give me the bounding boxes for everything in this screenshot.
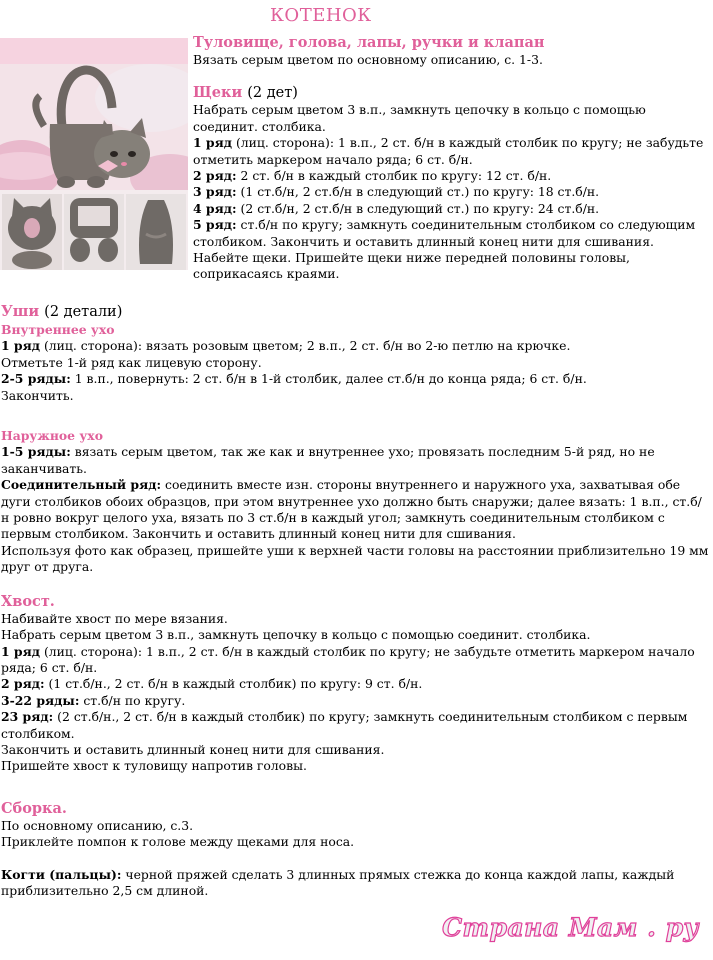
ears-heading (1, 302, 709, 322)
outer-ear-row-text: Используя фото как образец, пришейте уши к верхней части головы на расстоянии приблизительно 19 мм друг от друга. (1, 542, 709, 575)
cheeks-row-text: (1 ст.б/н, 2 ст.б/н в следующий ст.) по кругу: 18 ст.б/н. (236, 184, 600, 200)
ears-count: (2 детали) (44, 304, 123, 320)
tail-row (1, 676, 709, 692)
kitten-body-thumbnail (126, 194, 186, 270)
inner-ear-row-text: Отметьте 1-й ряд как лицевую сторону. (1, 354, 262, 370)
cheeks-row-label: 2 ряд: (193, 168, 237, 184)
outer-ear-rows (1, 444, 709, 575)
inner-ear-row (1, 388, 709, 404)
tail-row-text: (2 ст.б/н., 2 ст. б/н в каждый столбик) по кругу; замкнуть соединительным столбиком с первым столбиком. (1, 709, 688, 741)
kitten-bag-main-photo (0, 38, 188, 190)
cheeks-outro: Набейте щеки. Пришейте щеки ниже передней половины головы, соприкасаясь краями. (193, 250, 630, 282)
kitten-face-thumbnail (2, 194, 62, 270)
kitten-photo (0, 38, 188, 270)
kitten-paws-thumbnail (64, 194, 124, 270)
cheeks-row (193, 201, 708, 217)
assembly-row-text: По основному описанию, с.3. (1, 817, 194, 833)
tail-row-text: ст.б/н по кругу. (79, 692, 186, 708)
outer-ear-row (1, 444, 709, 477)
cheeks-row-label: 1 ряд (193, 135, 233, 151)
tail-row (1, 611, 709, 627)
cheeks-row-text: (2 ст.б/н, 2 ст.б/н в следующий ст.) по кругу: 24 ст.б/н. (236, 200, 600, 216)
site-watermark: Страна Мам . ру (442, 913, 699, 942)
inner-ear-row-label: 1 ряд (1, 338, 41, 354)
tail-row-label: 3-22 ряды: (1, 692, 80, 708)
assembly-row (1, 834, 709, 850)
inner-ear-row-text: Закончить. (1, 387, 74, 403)
tail-heading: Хвост. (1, 592, 55, 610)
tail-row (1, 742, 709, 758)
cheeks-row (193, 184, 708, 200)
cheeks-count: (2 дет) (247, 85, 298, 102)
tail-row-text: (лиц. сторона): 1 в.п., 2 ст. б/н в каждый столбик по кругу; не забудьте отметить маркером начало ряда; 6 ст. б/н. (1, 643, 695, 675)
tail-row-label: 23 ряд: (1, 709, 54, 725)
tail-row-label: 2 ряд: (1, 676, 45, 692)
tail-row-label: 1 ряд (1, 643, 41, 659)
outer-ear-row-text: вязать серым цветом, так же как и внутреннее ухо; провязать последним 5-й ряд, но не заканчивать. (1, 444, 655, 476)
cheeks-row-text: (лиц. сторона): 1 в.п., 2 ст. б/н в каждый столбик по кругу; не забудьте отметить маркером начало ряда; 6 ст. б/н. (193, 135, 704, 167)
torso-text: Вязать серым цветом по основному описанию, с. 1-3. (193, 52, 543, 67)
cheeks-intro: Набрать серым цветом 3 в.п., замкнуть цепочку в кольцо с помощью соединит. столбика. (193, 102, 646, 134)
outer-ear-row-label: Соединительный ряд: (1, 477, 162, 493)
cheeks-row-text: ст.б/н по кругу; замкнуть соединительным столбиком со следующим столбиком. Закончить и оставить длинный конец нити для сшивания. (193, 217, 696, 249)
main-instructions (1, 302, 709, 899)
assembly-row (1, 818, 709, 834)
tail-row (1, 644, 709, 677)
cheeks-row-label: 3 ряд: (193, 184, 237, 200)
claws-paragraph (1, 867, 709, 900)
tail-row-text: Пришейте хвост к туловищу напротив головы. (1, 758, 307, 774)
inner-ear-rows (1, 338, 709, 404)
inner-ear-row-label: 2-5 ряды: (1, 371, 71, 387)
outer-ear-row-label: 1-5 ряды: (1, 444, 71, 460)
cheeks-row (193, 217, 708, 250)
tail-rows (1, 611, 709, 775)
outer-ear-row-text: соединить вместе изн. стороны внутреннего и наружного уха, захватывая обе дуги столбиков обоих образцов, при этом внутреннее ухо должно быть снаружи; далее вязать: 1 в.п., ст.б/н ровно вокруг целого уха, вязать по 3 ст.б/н в каждый угол; замкнуть соединительным столбиком с первым столбиком. Закончить и оставить длинный конец нити для сшивания. (1, 477, 702, 542)
assembly-rows (1, 818, 709, 851)
inner-ear-heading: Внутреннее ухо (1, 322, 115, 337)
cheeks-heading (193, 84, 708, 102)
inner-ear-row-text: 1 в.п., повернуть: 2 ст. б/н в 1-й столбик, далее ст.б/н до конца ряда; 6 ст. б/н. (70, 371, 587, 387)
inner-ear-row (1, 355, 709, 371)
cheeks-row (193, 168, 708, 184)
cheeks-row (193, 135, 708, 168)
outer-ear-row (1, 543, 709, 576)
tail-row-text: Набрать серым цветом 3 в.п., замкнуть цепочку в кольцо с помощью соединит. столбика. (1, 627, 591, 643)
cheeks-rows (193, 135, 708, 250)
tail-row-text: Набивайте хвост по мере вязания. (1, 610, 228, 626)
tail-row (1, 709, 709, 742)
inner-ear-row-text: (лиц. сторона): вязать розовым цветом; 2 в.п., 2 ст. б/н во 2-ю петлю на крючке. (40, 338, 571, 354)
outer-ear-heading: Наружное ухо (1, 428, 103, 444)
assembly-heading: Сборка. (1, 799, 67, 817)
assembly-row-text: Приклейте помпон к голове между щеками для носа. (1, 834, 355, 850)
ears-heading-text: Уши (1, 303, 40, 320)
tail-row (1, 758, 709, 774)
cheeks-heading-text: Щеки (193, 84, 243, 102)
tail-row (1, 627, 709, 643)
torso-and-cheeks-section (193, 34, 708, 283)
cheeks-row-label: 5 ряд: (193, 217, 237, 233)
claws-text: черной пряжей сделать 3 длинных прямых стежка до конца каждой лапы, каждый приблизительно 2,5 см длиной. (1, 866, 675, 898)
document-title: КОТЕНОК (270, 5, 372, 26)
tail-row-text: (1 ст.б/н., 2 ст. б/н в каждый столбик) по кругу: 9 ст. б/н. (44, 676, 423, 692)
cheeks-row-text: 2 ст. б/н в каждый столбик по кругу: 12 ст. б/н. (236, 168, 552, 184)
inner-ear-row (1, 371, 709, 387)
cheeks-row-label: 4 ряд: (193, 200, 237, 216)
tail-row (1, 693, 709, 709)
inner-ear-row (1, 338, 709, 354)
torso-heading: Туловище, голова, лапы, ручки и клапан (193, 34, 545, 51)
claws-label: Когти (пальцы): (1, 866, 122, 882)
tail-row-text: Закончить и оставить длинный конец нити для сшивания. (1, 741, 385, 757)
outer-ear-row (1, 477, 709, 543)
